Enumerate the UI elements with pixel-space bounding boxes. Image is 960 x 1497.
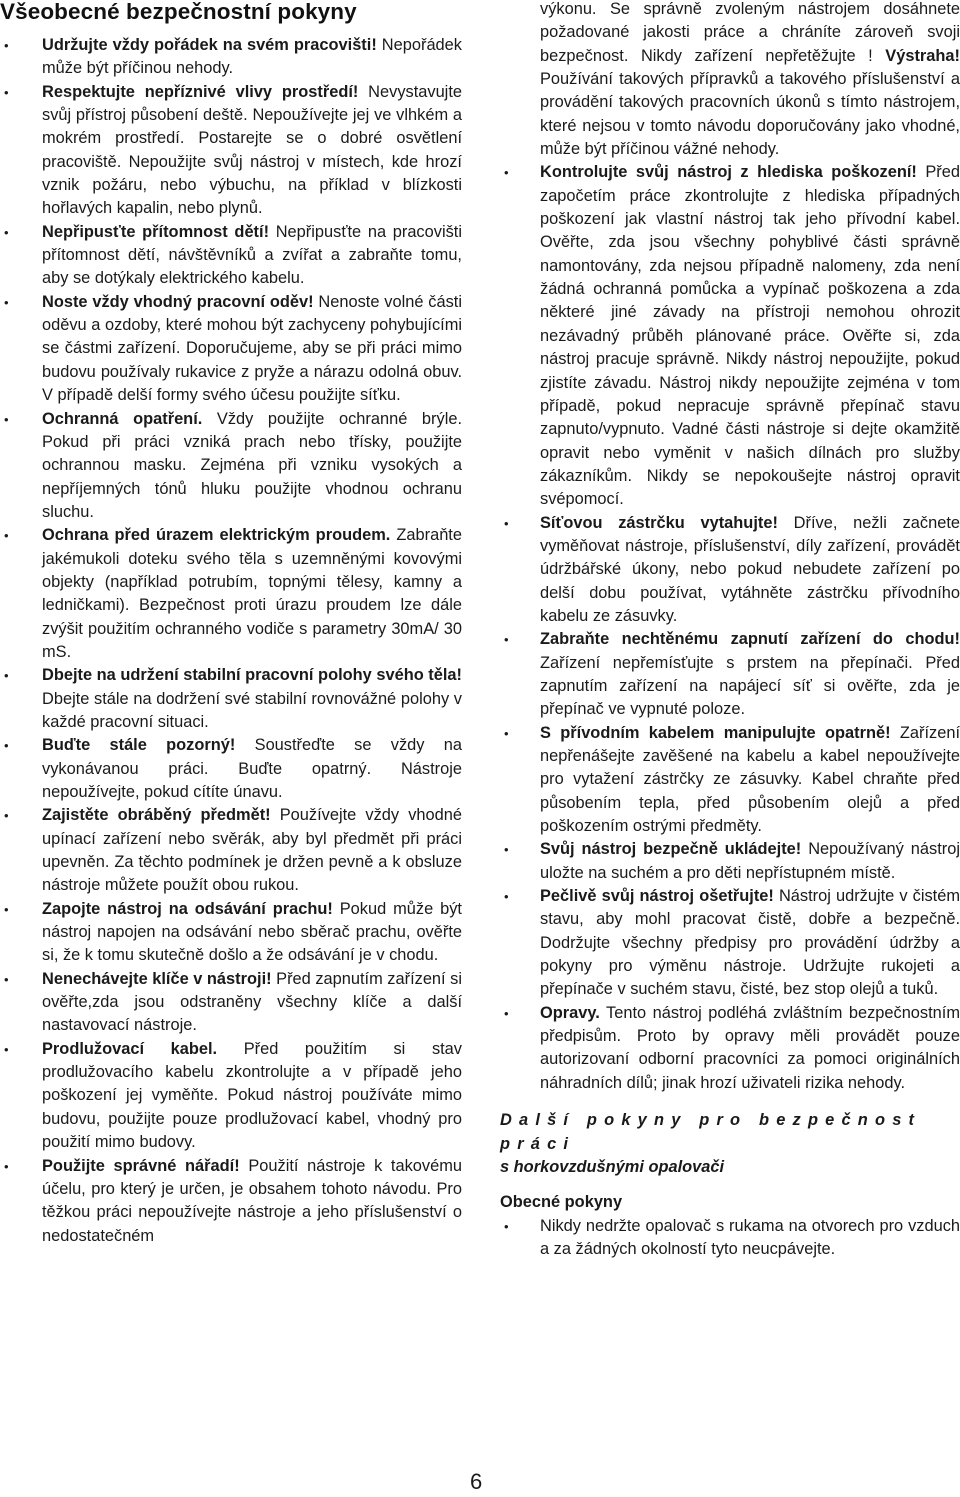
- item-heading: Pečlivě svůj nástroj ošetřujte!: [540, 887, 774, 906]
- page-title: Všeobecné bezpečnostní pokyny: [0, 0, 357, 24]
- item-heading: Noste vždy vhodný pracovní oděv!: [42, 292, 314, 311]
- list-item: [0, 1038, 462, 1155]
- list-item: [500, 885, 960, 1002]
- item-text: Zabraňte jakémukoli doteku svého těla s uzemněnými kovovými objekty (například potrubím, topnými tělesy, kamny a ledničkami). Bezpečnost proti úrazu proudem lze dále zvýšit použitím ochranného vodiče s parametry 30mA/ 30 mS.: [42, 526, 462, 661]
- list-item: [0, 81, 462, 221]
- item-heading: Udržujte vždy pořádek na svém pracovišti!: [42, 36, 377, 54]
- section-heading-line1: Další pokyny pro bezpečnost práci: [500, 1111, 922, 1153]
- item-text: Vždy použijte ochranné brýle. Pokud při práci vzniká prach nebo třísky, použijte ochrannou masku. Zejména při vzniku vysokých a nepříjemných tónů hluku použijte vhodnou ochranu sluchu.: [42, 409, 463, 521]
- warning-text: Používání takových přípravků a takového příslušenství a provádění takových pracovních úkonů s tímto nástrojem, které nejsou v tomto návodu doporučovány jako vhodné, může být příčinou vážné nehody.: [540, 70, 960, 159]
- item-heading: Buďte stále pozorný!: [42, 736, 236, 755]
- list-item: [0, 221, 462, 291]
- section-heading: [500, 1109, 960, 1179]
- item-heading: Svůj nástroj bezpečně ukládejte!: [540, 840, 802, 859]
- item-text: Tento nástroj podléhá zvláštním bezpečnostním předpisům. Proto by opravy měli provádět pouze autorizovaní odborní pracovníci za pomoci originálních náhradních dílů; jinak hrozí uživateli rizika nehody.: [540, 1003, 960, 1092]
- list-item: [500, 628, 960, 721]
- item-heading: Ochrana před úrazem elektrickým proudem.: [42, 526, 391, 545]
- item-text: Dbejte stále na dodržení své stabilní rovnovážné polohy v každé pracovní situaci.: [42, 689, 462, 731]
- item-text: Nepoužívaný nástroj uložte na suchém a pro děti nepřístupném místě.: [540, 840, 960, 882]
- left-safety-list: [0, 34, 462, 1248]
- list-item: [0, 968, 462, 1038]
- item-heading: Dbejte na udržení stabilní pracovní polohy svého těla!: [42, 666, 462, 685]
- page-number: 6: [470, 1469, 483, 1494]
- item-heading: Ochranná opatření.: [42, 409, 203, 428]
- list-item: [0, 898, 462, 968]
- list-item: [500, 1215, 960, 1262]
- continued-text: výkonu. Se správně zvoleným nástrojem dosáhnete požadované jakosti práce a chráníte zároveň svoji bezpečnost. Nikdy zařízení nepřetěžujte !: [540, 0, 960, 65]
- item-heading: S přívodním kabelem manipulujte opatrně!: [540, 723, 891, 742]
- item-text: Před použitím si stav prodlužovacího kabelu zkontrolujte a v případě jeho poškození jej vyměňte. Pokud nástroj používáte mimo budovu, použijte pouze prodlužovací kabel, vhodný pro použití mimo budovy.: [42, 1039, 462, 1152]
- item-heading: Opravy.: [540, 1003, 600, 1022]
- item-text: Zařízení nepřenášejte zavěšené na kabelu a kabel nepoužívejte pro vytažení zástrčky ze zásuvky. Kabel chraňte před působením tepla, před působením olejů a před poškozením ostrými předměty.: [540, 723, 960, 836]
- left-column: [0, 0, 462, 1248]
- item-heading: Respektujte nepříznivé vlivy prostředí!: [42, 82, 359, 101]
- item-text: Pokud může být nástroj napojen na odsávání nebo sběrač prachu, ověřte si, že k tomu skutečně došlo a že odsávání je v chodu.: [42, 899, 462, 965]
- list-item: [0, 664, 462, 734]
- item-text: Nenoste volné části oděvu a ozdoby, které mohou být zachyceny pohybujícími se částmi zařízení. Doporučujeme, aby se při práci mimo budovu používaly rukavice z pryže a nárazu odolná obuv. V případě delší formy svého účesu použijte síťku.: [42, 292, 462, 405]
- item-heading: Kontrolujte svůj nástroj z hlediska poškození!: [540, 163, 917, 182]
- item-text: Nepřipusťte na pracovišti přítomnost dětí, návštěvníků a zvířat a zabraňte tomu, aby se dotýkaly elektrického kabelu.: [42, 222, 462, 288]
- subheading-general: Obecné pokyny: [500, 1193, 623, 1212]
- list-item: [0, 408, 462, 525]
- list-item: [0, 34, 462, 81]
- item-text: Soustřeďte se vždy na vykonávanou práci. Buďte opatrný. Nástroje nepoužívejte, pokud cítíte únavu.: [42, 736, 462, 801]
- section-list: [500, 1215, 960, 1262]
- item-heading: Zapojte nástroj na odsávání prachu!: [42, 899, 333, 918]
- list-item: [500, 838, 960, 885]
- item-text: Nevystavujte svůj přístroj působení deště. Nepoužívejte jej ve vlhkém a mokrém prostředí. Postarejte se o dobré osvětlení pracoviště. Nepoužijte svůj nástroj v místech, kde hrozí vznik požáru, nebo výbuchu, na příklad v blízkosti hořlavých kapalin, nebo plynů.: [42, 82, 462, 218]
- list-item: [0, 804, 462, 897]
- item-text: Před započetím práce zkontrolujte z hlediska případných poškození jak vlastní nástroj tak jeho přívodní kabel. Ověřte, zda jsou všechny pohyblivé části správně namontovány, zda nejsou případně nalomeny, zda není žádná ochranná pomůcka a vypínač poškozena a zda některé jiné závady na přístroji nemohou ohrozit nezávadný průběh plánované práce. Ověřte si, zda nástroj pracuje správně. Nikdy nástroj nepoužijte, pokud zjistíte závadu. Nástroj nikdy nepoužijte zejména v tom případě, pokud nepracuje správně přepínač stavu zapnuto/vypnuto. Vadné části nástroje si dejte okamžitě opravit nebo vyměnit v našich dílnách pro služby zákazníkům. Nikdy se nepokoušejte nástroj opravit svépomocí.: [540, 163, 960, 509]
- item-text: Nepořádek může být příčinou nehody.: [42, 36, 462, 78]
- list-item: [500, 512, 960, 629]
- item-text: Dříve, nežli začnete vyměňovat nástroje, příslušenství, díly zařízení, provádět údržbářské úkony, nebo pokud nebudete zařízení po delší dobu používat, vytáhněte zástrčku přívodního kabelu ze zásuvky.: [540, 513, 960, 625]
- item-text: Před zapnutím zařízení si ověřte,zda jsou odstraněny všechny klíče a další nastavovací nástroje.: [42, 969, 462, 1035]
- list-item: [500, 161, 960, 511]
- list-item: [0, 291, 462, 408]
- item-text: Použití nástroje k takovému účelu, pro který je určen, je obsahem tohoto návodu. Pro těžkou práci nepoužívejte nástroje a jeho příslušenství o nedostatečném: [42, 1156, 462, 1245]
- item-heading: Zajistěte obráběný předmět!: [42, 806, 271, 825]
- item-heading: Síťovou zástrčku vytahujte!: [540, 513, 778, 532]
- list-item: [0, 734, 462, 804]
- right-column: [500, 0, 960, 1261]
- item-text: Nástroj udržujte v čistém stavu, aby mohl pracovat čistě, dobře a bezpečně. Dodržujte všechny předpisy pro provádění údržby a pokyny pro výměnu nástroje. Udržujte rukojeti a přepínače v suchém stavu, čisté, bez stop olejů a tuků.: [540, 887, 960, 999]
- item-heading: Zabraňte nechtěnému zapnutí zařízení do chodu!: [540, 630, 960, 649]
- warning-label: Výstraha!: [885, 46, 960, 65]
- item-heading: Prodlužovací kabel.: [42, 1039, 218, 1058]
- list-item: [0, 524, 462, 664]
- section-heading-line2: s horkovzdušnými opalovači: [500, 1157, 725, 1176]
- item-heading: Použijte správné nářadí!: [42, 1156, 240, 1175]
- item-text: Nikdy nedržte opalovač s rukama na otvorech pro vzduch a za žádných okolností tyto neucpávejte.: [540, 1216, 960, 1258]
- continued-paragraph: [500, 0, 960, 161]
- item-heading: Nenechávejte klíče v nástroji!: [42, 969, 272, 988]
- list-item: [500, 1002, 960, 1095]
- list-item: [0, 1155, 462, 1248]
- list-item: [500, 722, 960, 839]
- item-text: Zařízení nepřemísťujte s prstem na přepínači. Před zapnutím zařízení na napájecí síť si ověřte, zda je přepínač ve vypnuté poloze.: [540, 653, 960, 719]
- right-safety-list: [500, 161, 960, 1095]
- item-text: Používejte vždy vhodné upínací zařízení nebo svěrák, aby byl předmět při práci upevněn. Za těchto podmínek je držen pevně a k obsluze nástroje můžete použít obou rukou.: [42, 806, 462, 895]
- item-heading: Nepřipusťte přítomnost dětí!: [42, 222, 270, 241]
